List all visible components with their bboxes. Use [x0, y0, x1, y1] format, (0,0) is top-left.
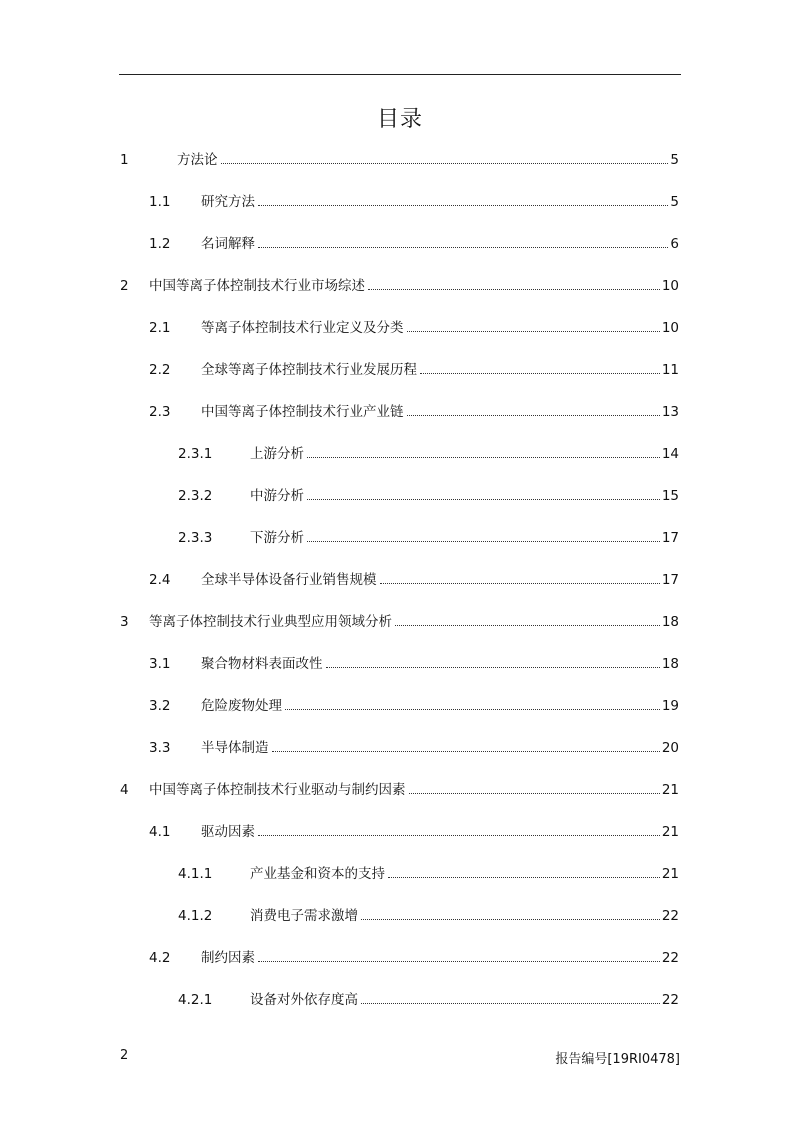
toc-entry[interactable]	[178, 517, 679, 559]
toc-entry-page: 17	[661, 530, 679, 546]
toc-entry[interactable]	[149, 685, 679, 727]
header-rule	[119, 74, 681, 75]
toc-entry-page: 18	[661, 614, 679, 630]
toc-entry-title: 等离子体控制技术行业定义及分类	[201, 320, 404, 336]
toc-dot-leader	[361, 919, 660, 920]
toc-entry-page: 22	[661, 992, 679, 1008]
footer-page-number: 2	[120, 1048, 129, 1063]
toc-entry-title: 中国等离子体控制技术行业产业链	[201, 404, 404, 420]
toc-entry[interactable]	[149, 559, 679, 601]
toc-entry-title: 半导体制造	[201, 740, 269, 756]
toc-dot-leader	[326, 667, 660, 668]
toc-entry-number: 3.3	[149, 740, 171, 756]
toc-entry-title: 消费电子需求激增	[250, 908, 358, 924]
toc-entry-number: 4.2.1	[178, 992, 213, 1008]
toc-entry-number: 2.3.3	[178, 530, 213, 546]
toc-entry[interactable]	[178, 433, 679, 475]
toc-entry[interactable]	[120, 139, 679, 181]
toc-dot-leader	[258, 961, 660, 962]
toc-entry[interactable]	[149, 727, 679, 769]
toc-entry[interactable]	[149, 223, 679, 265]
toc-dot-leader	[361, 1003, 660, 1004]
toc-entry-page: 15	[661, 488, 679, 504]
toc-entry-number: 1	[120, 152, 129, 168]
toc-entry-title: 聚合物材料表面改性	[201, 656, 323, 672]
toc-entry-title: 下游分析	[250, 530, 304, 546]
toc-entry-number: 3	[120, 614, 129, 630]
toc-entry-number: 2.2	[149, 362, 171, 378]
toc-dot-leader	[407, 415, 660, 416]
toc-entry[interactable]	[178, 895, 679, 937]
toc-entry-number: 4.1.1	[178, 866, 213, 882]
toc-entry-page: 18	[661, 656, 679, 672]
toc-entry-number: 4.1.2	[178, 908, 213, 924]
toc-dot-leader	[380, 583, 660, 584]
toc-entry[interactable]	[178, 853, 679, 895]
toc-entry-title: 研究方法	[201, 194, 255, 210]
toc-entry[interactable]	[120, 769, 679, 811]
toc-entry-number: 4.1	[149, 824, 171, 840]
toc-entry-title: 危险废物处理	[201, 698, 282, 714]
toc-dot-leader	[395, 625, 660, 626]
toc-entry-number: 2.3.1	[178, 446, 213, 462]
toc-entry-number: 2.3.2	[178, 488, 213, 504]
toc-entry-page: 5	[670, 152, 679, 168]
toc-entry-title: 中游分析	[250, 488, 304, 504]
toc-entry-number: 2.1	[149, 320, 171, 336]
toc-entry-title: 等离子体控制技术行业典型应用领域分析	[149, 614, 392, 630]
toc-entry-title: 设备对外依存度高	[250, 992, 358, 1008]
toc-dot-leader	[221, 163, 669, 164]
toc-entry-page: 21	[661, 824, 679, 840]
toc-dot-leader	[409, 793, 660, 794]
toc-dot-leader	[307, 457, 660, 458]
toc-entry-page: 6	[670, 236, 679, 252]
toc-entry-number: 2.3	[149, 404, 171, 420]
toc-entry-number: 3.1	[149, 656, 171, 672]
toc-entry-page: 10	[661, 278, 679, 294]
toc-entry[interactable]	[178, 979, 679, 1021]
toc-entry-title: 上游分析	[250, 446, 304, 462]
toc-entry-title: 全球半导体设备行业销售规模	[201, 572, 377, 588]
toc-entry-title: 全球等离子体控制技术行业发展历程	[201, 362, 417, 378]
toc-dot-leader	[272, 751, 660, 752]
toc-entry-page: 22	[661, 908, 679, 924]
toc-title: 目录	[376, 107, 423, 132]
toc-entry[interactable]	[149, 181, 679, 223]
toc-entry[interactable]	[149, 307, 679, 349]
toc-dot-leader	[307, 499, 660, 500]
toc-dot-leader	[388, 877, 660, 878]
toc-entry[interactable]	[178, 475, 679, 517]
toc-entry-page: 21	[661, 866, 679, 882]
toc-entry-page: 10	[661, 320, 679, 336]
toc-entry[interactable]	[149, 643, 679, 685]
toc-entry-title: 方法论	[177, 152, 218, 168]
toc-dot-leader	[420, 373, 660, 374]
toc-entry-page: 22	[661, 950, 679, 966]
toc-entry-page: 14	[661, 446, 679, 462]
toc-dot-leader	[285, 709, 660, 710]
toc-entry-page: 17	[661, 572, 679, 588]
toc-dot-leader	[407, 331, 660, 332]
toc-entry-page: 11	[661, 362, 679, 378]
toc-entry-title: 驱动因素	[201, 824, 255, 840]
toc-entry-page: 5	[670, 194, 679, 210]
toc-entry-number: 4.2	[149, 950, 171, 966]
toc-entry-number: 3.2	[149, 698, 171, 714]
toc-entry-page: 19	[661, 698, 679, 714]
toc-entry-title: 中国等离子体控制技术行业市场综述	[149, 278, 365, 294]
toc-entry-title: 产业基金和资本的支持	[250, 866, 385, 882]
toc-entry[interactable]	[149, 937, 679, 979]
toc-dot-leader	[307, 541, 660, 542]
toc-entry[interactable]	[120, 601, 679, 643]
toc-dot-leader	[258, 835, 660, 836]
toc-entry-number: 1.1	[149, 194, 171, 210]
footer-report-id: 报告编号[19RI0478]	[555, 1052, 680, 1067]
toc-entry[interactable]	[149, 391, 679, 433]
toc-dot-leader	[368, 289, 660, 290]
toc-entry-page: 20	[661, 740, 679, 756]
toc-entry[interactable]	[120, 265, 679, 307]
toc-entry-number: 2	[120, 278, 129, 294]
toc-entry-title: 制约因素	[201, 950, 255, 966]
toc-entry-page: 13	[661, 404, 679, 420]
toc-dot-leader	[258, 247, 668, 248]
toc-entry-number: 2.4	[149, 572, 171, 588]
toc-entry[interactable]	[149, 349, 679, 391]
toc-entry-number: 1.2	[149, 236, 171, 252]
toc-entry-title: 中国等离子体控制技术行业驱动与制约因素	[149, 782, 406, 798]
toc-dot-leader	[258, 205, 668, 206]
toc-entry-page: 21	[661, 782, 679, 798]
toc-entry-number: 4	[120, 782, 129, 798]
toc-entry[interactable]	[149, 811, 679, 853]
toc-entry-title: 名词解释	[201, 236, 255, 252]
